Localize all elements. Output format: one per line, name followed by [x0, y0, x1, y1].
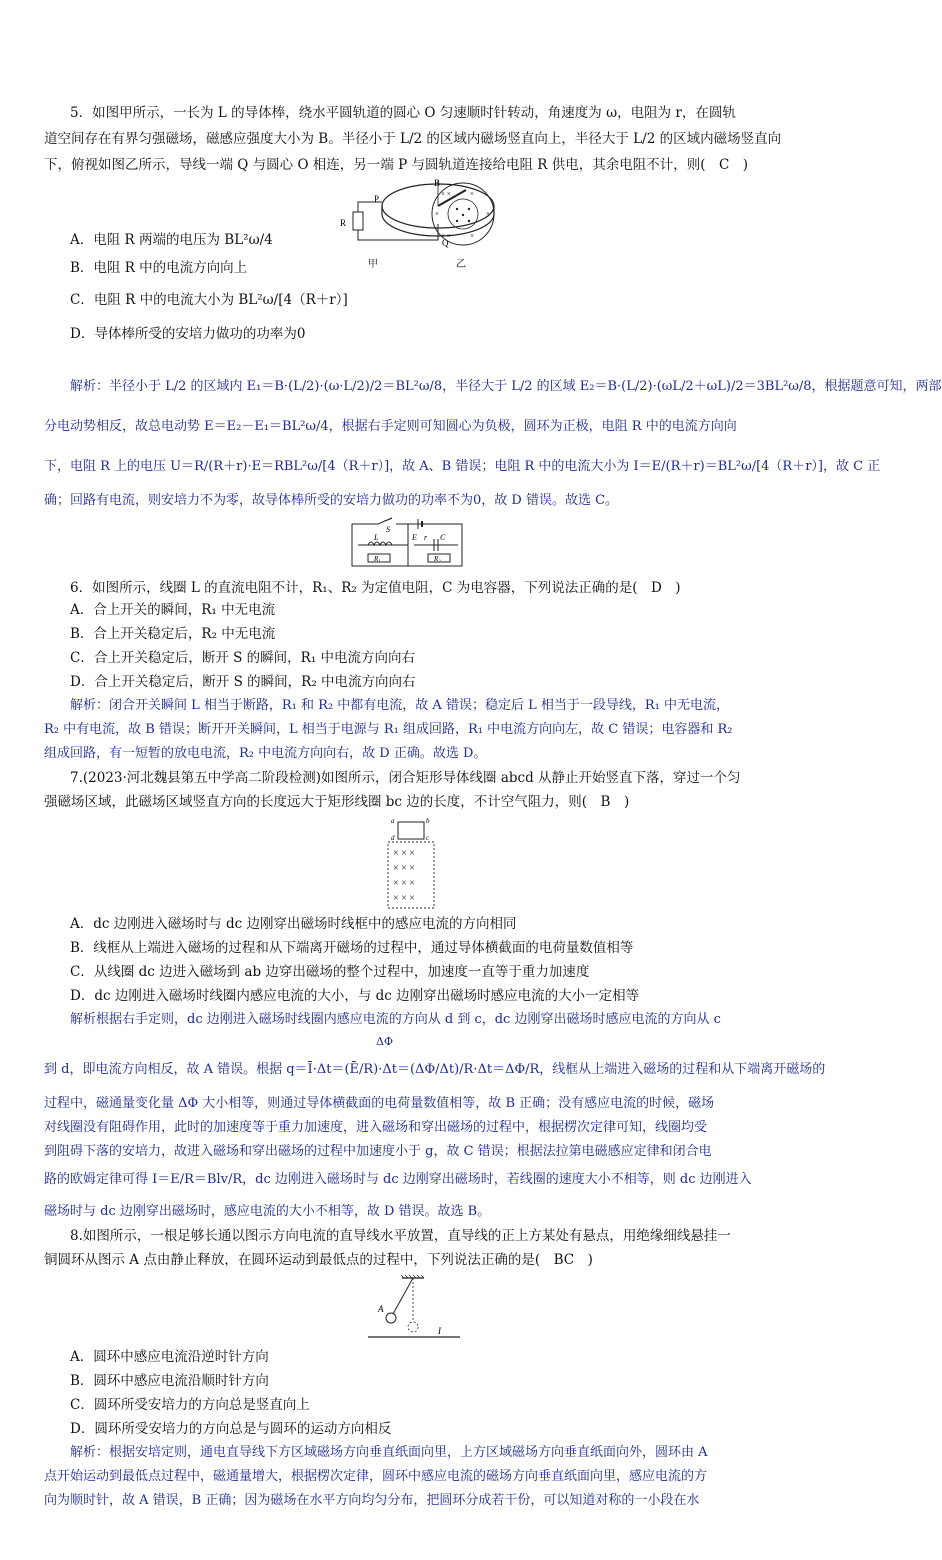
- svg-text:×: ×: [470, 232, 474, 240]
- q7-label-d: d: [391, 834, 395, 842]
- q6-label-R1: R₁: [374, 555, 381, 563]
- q6-option-d: D．合上开关稳定后，断开 S 的瞬间，R₂ 中电流方向向右: [70, 674, 416, 690]
- q5-label-R: R: [340, 218, 347, 228]
- q8-analysis-line-1: 解析：根据安培定则，通电直导线下方区域磁场方向垂直纸面向里，上方区域磁场方向垂直纸面向外，圆环由 A: [70, 1445, 708, 1460]
- q5-option-d: D．导体棒所受的安培力做功的功率为0: [70, 326, 306, 342]
- q8-stem-line-1: 8.如图所示，一根足够长通以图示方向电流的直导线水平放置，直导线的正上方某处有悬点，用绝缘细线悬挂一: [70, 1228, 731, 1244]
- q7-stem-line-2: 强磁场区域，此磁场区域竖直方向的长度远大于矩形线圈 bc 边的长度，不计空气阻力，则( B ): [44, 794, 630, 810]
- q7-analysis-line-6: 路的欧姆定律可得 I＝E/R＝Blv/R，dc 边刚进入磁场时与 dc 边刚穿出磁场时，若线圈的速度大小不相等，则 dc 边刚进入: [44, 1172, 752, 1187]
- q8-analysis-line-2: 点开始运动到最低点过程中，磁通量增大，根据楞次定律，圆环中感应电流的磁场方向垂直纸面向里，感应电流的方: [44, 1469, 708, 1484]
- q7-label-a: a: [391, 817, 395, 825]
- q5-analysis-line-2: 分电动势相反，故总电动势 E＝E₂－E₁＝BL²ω/4，根据右手定则可知圆心为负极，圆环为正极，电阻 R 中的电流方向向: [44, 419, 737, 434]
- q7-analysis-numerator: ΔΦ: [376, 1035, 393, 1048]
- q6-label-C: C: [440, 533, 446, 542]
- q7-analysis-line-5: 到阻碍下落的安培力，故进入磁场和穿出磁场的过程中加速度小于 g，故 C 错误；根据法拉第电磁感应定律和闭合电: [44, 1144, 712, 1159]
- q6-option-a: A．合上开关的瞬间，R₁ 中无电流: [70, 602, 276, 618]
- q8-option-a: A．圆环中感应电流沿逆时针方向: [70, 1349, 269, 1365]
- q6-option-b: B．合上开关稳定后，R₂ 中无电流: [70, 626, 276, 642]
- svg-text:× × ×: × × ×: [393, 878, 415, 889]
- svg-text:× × ×: × × ×: [393, 848, 415, 859]
- q5-stem-line-3: 下，俯视如图乙所示，导线一端 Q 与圆心 O 相连，另一端 P 与圆轨道连接给电阻 R 供电，其余电阻不计，则( C ): [44, 157, 749, 173]
- svg-text:× × ×: × × ×: [393, 893, 415, 904]
- svg-text:× ×: × ×: [441, 190, 451, 198]
- q5-analysis-line-1: 解析：半径小于 L/2 的区域内 E₁＝B·(L/2)·(ω·L/2)/2＝BL²ω/8，半径大于 L/2 的区域 E₂＝B·(L/2)·(ωL/2＋ωL)/2＝3BL²ω/8，根据题意可知，两部: [70, 379, 942, 394]
- q7-analysis-line-1: 解析根据右手定则，dc 边刚进入磁场时线圈内感应电流的方向从 d 到 c，dc 边刚穿出磁场时感应电流的方向从 c: [70, 1012, 721, 1027]
- q7-option-c: C．从线圈 dc 边进入磁场到 ab 边穿出磁场的整个过程中，加速度一直等于重力加速度: [70, 964, 590, 980]
- q5-label-Q: Q: [442, 238, 449, 248]
- q6-option-c: C．合上开关稳定后，断开 S 的瞬间，R₁ 中电流方向向右: [70, 650, 416, 666]
- q7-option-d: D．dc 边刚进入磁场时线圈内感应电流的大小，与 dc 边刚穿出磁场时感应电流的大小一定相等: [70, 988, 640, 1004]
- q8-analysis-line-3: 向为顺时针，故 A 错误，B 正确；因为磁场在水平方向均匀分布，把圆环分成若干份，可以知道对称的一小段在水: [44, 1493, 700, 1508]
- q8-label-I: I: [438, 1326, 441, 1336]
- q6-label-L: L: [374, 533, 379, 542]
- q5-analysis-line-3: 下，电阻 R 上的电压 U＝R/(R＋r)·E＝RBL²ω/[4（R＋r）]，故 A、B 错误；电阻 R 中的电流大小为 I＝E/(R＋r)＝BL²ω/[4（R＋r）]，故 C 正: [44, 459, 881, 474]
- q5-label-P: P: [374, 194, 380, 204]
- svg-text:×: ×: [486, 210, 490, 218]
- q5-stem-line-2: 道空间存在有界匀强磁场，磁感应强度大小为 B。半径小于 L/2 的区域内磁场竖直向上，半径大于 L/2 的区域内磁场竖直向: [44, 131, 782, 147]
- q5-label-B: B: [434, 178, 441, 188]
- q5-caption-jia: 甲: [368, 259, 378, 270]
- q8-pendulum-figure: [366, 1274, 462, 1346]
- q7-stem-line-1: 7.(2023·河北魏县第五中学高二阶段检测)如图所示，闭合矩形导体线圈 abcd 从静止开始竖直下落，穿过一个匀: [70, 770, 741, 786]
- q6-label-S: S: [386, 525, 390, 534]
- q5-option-a: A．电阻 R 两端的电压为 BL²ω/4: [70, 232, 273, 248]
- svg-text:× ×: × ×: [441, 232, 451, 240]
- q6-analysis-line-1: 解析：闭合开关瞬间 L 相当于断路，R₁ 和 R₂ 中都有电流，故 A 错误；稳定后 L 相当于一段导线，R₁ 中无电流，: [70, 698, 729, 713]
- q7-analysis-line-2: 到 d，即电流方向相反，故 A 错误。根据 q＝Ī·Δt＝(Ē/R)·Δt＝(ΔΦ/Δt)/R·Δt＝ΔΦ/R，线框从上端进入磁场的过程和从下端离开磁场的: [44, 1062, 826, 1077]
- q6-stem: 6．如图所示，线圈 L 的直流电阻不计，R₁、R₂ 为定值电阻，C 为电容器，下列说法正确的是( D ): [70, 580, 681, 596]
- q5-stem-line-1: 5．如图甲所示，一长为 L 的导体棒，绕水平圆轨道的圆心 O 匀速顺时针转动，角速度为 ω，电阻为 r，在圆轨: [70, 105, 736, 121]
- q8-stem-line-2: 铜圆环从图示 A 点由静止释放，在圆环运动到最低点的过程中，下列说法正确的是( BC ): [44, 1252, 593, 1268]
- svg-text:×: ×: [435, 210, 439, 218]
- q6-label-R2: R₂: [434, 555, 441, 563]
- q7-analysis-line-4: 对线圈没有阻碍作用，此时的加速度等于重力加速度，进入磁场和穿出磁场的过程中，根据楞次定律可知，线圈均受: [44, 1120, 708, 1135]
- svg-text:× × ×: × × ×: [393, 863, 415, 874]
- q6-label-r: r: [424, 533, 428, 542]
- q5-caption-yi: 乙: [456, 259, 466, 270]
- q8-label-A: A: [378, 1304, 384, 1314]
- q5-option-b: B．电阻 R 中的电流方向向上: [70, 260, 248, 276]
- q6-label-E: E: [412, 533, 417, 542]
- q7-coil-field-figure: [383, 814, 439, 910]
- q6-analysis-line-2: R₂ 中有电流，故 B 错误；断开开关瞬间，L 相当于电源与 R₁ 组成回路，R₁ 中电流方向向左，故 C 错误；电容器和 R₂: [44, 722, 733, 737]
- q5-analysis-line-4: 确；回路有电流，则安培力不为零，故导体棒所受的安培力做功的功率不为0，故 D 错误。故选 C。: [44, 493, 619, 508]
- q6-analysis-line-3: 组成回路，有一短暂的放电电流，R₂ 中电流方向向右，故 D 正确。故选 D。: [44, 746, 487, 761]
- q7-option-a: A．dc 边刚进入磁场时与 dc 边刚穿出磁场时线框中的感应电流的方向相同: [70, 916, 517, 932]
- q8-option-b: B．圆环中感应电流沿顺时针方向: [70, 1373, 269, 1389]
- q7-analysis-line-3: 过程中，磁通量变化量 ΔΦ 大小相等，则通过导体横截面的电荷量数值相等，故 B 正确；没有感应电流的时候，磁场: [44, 1096, 715, 1111]
- q8-option-d: D．圆环所受安培力的方向总是与圆环的运动方向相反: [70, 1421, 392, 1437]
- q8-option-c: C．圆环所受安培力的方向总是竖直向上: [70, 1397, 310, 1413]
- q7-option-b: B．线框从上端进入磁场的过程和从下端离开磁场的过程中，通过导体横截面的电荷量数值相等: [70, 940, 634, 956]
- svg-text:×: ×: [470, 190, 474, 198]
- q7-label-b: b: [426, 817, 430, 825]
- q7-analysis-line-7: 磁场时与 dc 边刚穿出磁场时，感应电流的大小不相等，故 D 错误。故选 B。: [44, 1204, 491, 1219]
- q6-circuit-figure: [348, 518, 466, 570]
- q5-option-c: C．电阻 R 中的电流大小为 BL²ω/[4（R＋r）]: [70, 292, 348, 308]
- q7-label-c: c: [426, 834, 430, 842]
